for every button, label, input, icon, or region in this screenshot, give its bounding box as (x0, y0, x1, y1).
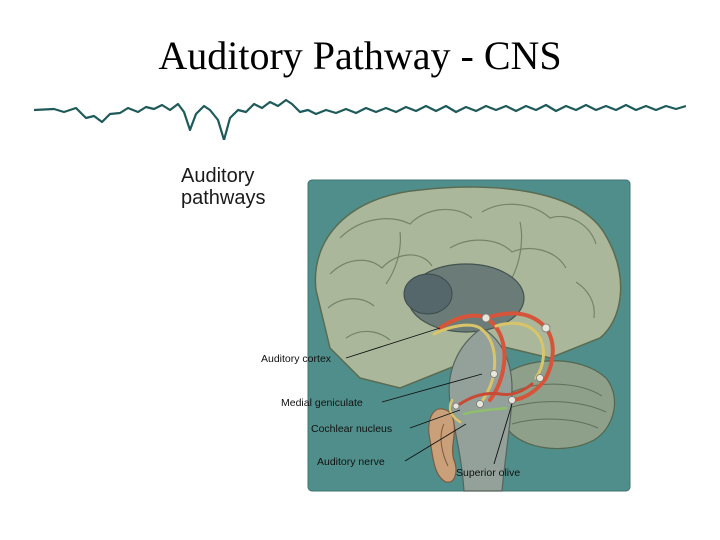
label-auditory-nerve: Auditory nerve (317, 456, 385, 468)
basal-ganglia (404, 274, 452, 314)
label-medial-geniculate: Medial geniculate (281, 397, 363, 409)
slide-title: Auditory Pathway - CNS (158, 33, 562, 78)
caption-line-2: pathways (181, 187, 266, 209)
label-auditory-cortex: Auditory cortex (261, 353, 332, 365)
caption-line-1: Auditory (181, 165, 255, 187)
brain-illustration (250, 178, 640, 493)
label-superior-olive: Superior olive (456, 467, 521, 479)
label-cochlear-nucleus: Cochlear nucleus (311, 423, 393, 435)
wave-divider (34, 96, 686, 140)
cerebellum-shape (497, 361, 614, 449)
